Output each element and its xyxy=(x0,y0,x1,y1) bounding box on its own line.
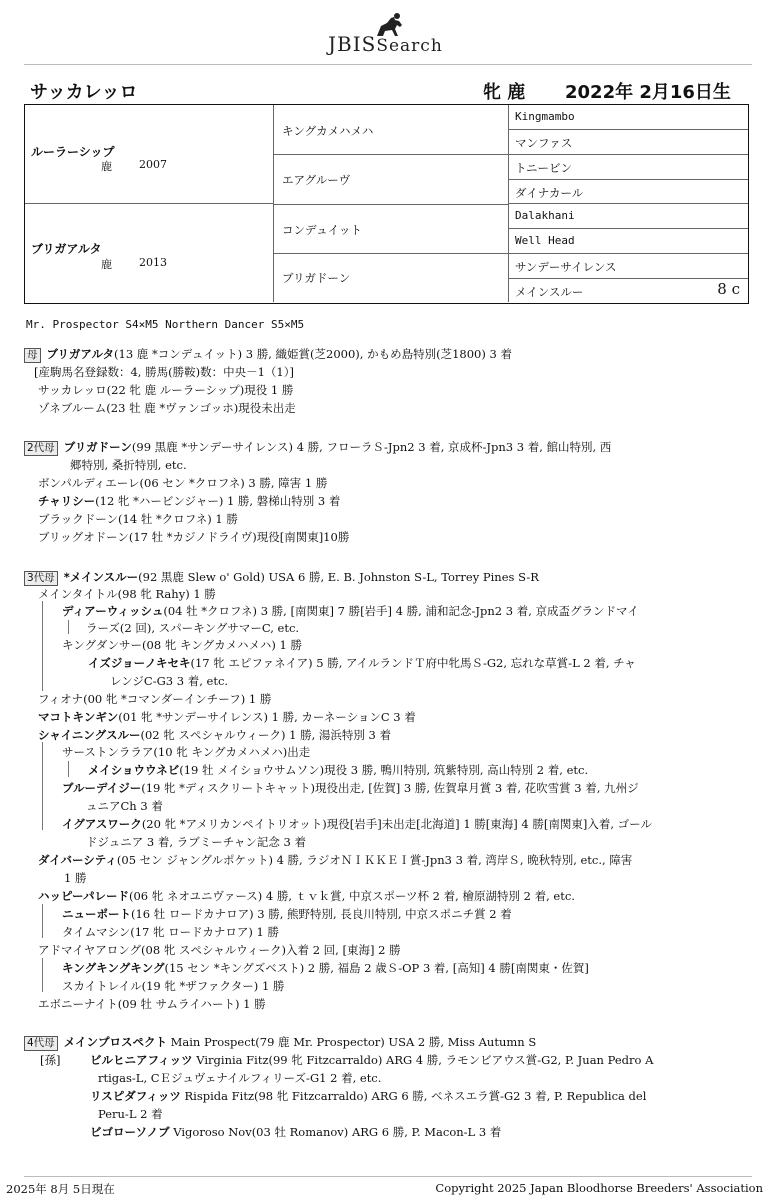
pedigree-sire-cell xyxy=(25,105,273,204)
pedigree-g3-cell xyxy=(508,254,748,279)
lineage-connector xyxy=(68,761,69,777)
lineage-connector xyxy=(42,958,43,992)
as-of-date: 2025年 8月 5日現在 xyxy=(6,1182,115,1196)
pedigree-g3-cell xyxy=(508,204,748,229)
pedigree-g2-cell xyxy=(273,155,508,204)
produce-name-bold[interactable]: ハッピーパレード xyxy=(38,889,129,903)
fourth-dam-name[interactable]: メインプロスペクト xyxy=(63,1035,167,1049)
grandchildren-label: [孫] xyxy=(40,1053,61,1067)
pedigree-dam-cell xyxy=(25,204,273,302)
jbis-search-logo[interactable] xyxy=(0,6,775,58)
dam-name-bold[interactable]: ブリガアルタ xyxy=(46,347,115,361)
produce-line[interactable]: スカイトレイル(19 牝 *ザファクター) 1 勝 xyxy=(62,979,285,993)
pedigree-g3-cell xyxy=(508,105,748,130)
produce-record: (20 牝 *アメリカンペイトリオット)現役[岩手]未出走[北海道] 1 勝[東海] 4 勝[南関東]入着, ゴール xyxy=(141,817,652,831)
g3-name[interactable]: メインスルー xyxy=(515,285,584,299)
second-dam-record: (99 黒鹿 *サンデーサイレンス) 4 勝, フローラＳ-Jpn2 3 着, 京成杯-Jpn3 3 着, 館山特別, 西 xyxy=(131,440,612,454)
sire-color: 鹿 xyxy=(101,160,112,173)
produce-record: (15 セン *キングズベスト) 2 勝, 福島 2 歳Ｓ-OP 3 着, [高知] 4 勝[南関東・佐賀] xyxy=(164,961,589,975)
lineage-connector xyxy=(42,742,43,830)
second-dam-record-cont: 郷特別, 桑折特別, etc. xyxy=(70,458,187,472)
g3-name[interactable]: マンファス xyxy=(515,136,573,150)
pedigree-g3-cell xyxy=(508,180,748,204)
logo-text-search: Search xyxy=(376,36,443,56)
footer-divider xyxy=(24,1176,752,1177)
dam-sire-name[interactable]: コンデュイット xyxy=(282,223,362,237)
dam-year: 2013 xyxy=(139,256,167,269)
produce-record: (04 牡 *クロフネ) 3 勝, [南関東] 7 勝[岩手] 4 勝, 浦和記念-Jpn2 3 着, 京成盃グランドマイ xyxy=(163,604,639,618)
produce-record: (16 牡 ロードカナロア) 3 勝, 熊野特別, 長良川特別, 中京スポニチ賞 2 着 xyxy=(131,907,512,921)
produce-name-bold[interactable]: イグアスワーク xyxy=(62,817,142,831)
sire-sire-name[interactable]: キングカメハメハ xyxy=(282,124,374,138)
produce-record: (17 牝 エピファネイア) 5 勝, アイルランドＴ府中牝馬Ｓ-G2, 忘れな草賞-L 2 着, チャ xyxy=(190,656,636,670)
dam-section xyxy=(24,345,749,420)
produce-line[interactable]: キングダンサー(08 牝 キングカメハメハ) 1 勝 xyxy=(62,638,303,652)
produce-line[interactable]: ゾネブルーム(23 牡 鹿 *ヴァンゴッホ)現役未出走 xyxy=(38,401,296,415)
produce-record: (19 牡 メイショウサムソン)現役 3 勝, 鴨川特別, 筑紫特別, 高山特別 2 着, etc. xyxy=(179,763,589,777)
g3-name[interactable]: Kingmambo xyxy=(515,110,575,123)
produce-line[interactable]: エボニーナイト(09 牡 サムライハート) 1 勝 xyxy=(38,997,266,1011)
pedigree-g3-cell xyxy=(508,279,748,302)
g3-name[interactable]: サンデーサイレンス xyxy=(515,260,617,274)
inbreeding-note: Mr. Prospector S4×M5 Northern Dancer S5×M5 xyxy=(26,318,305,331)
produce-record-cont: rtigas-L, CＥジュヴェナイルフィリーズ-G1 2 着, etc. xyxy=(98,1071,382,1085)
produce-line[interactable]: ブラックドーン(14 牡 *クロフネ) 1 勝 xyxy=(38,512,238,526)
produce-name-bold[interactable]: チャリシー xyxy=(38,494,96,508)
produce-record: Rispida Fitz(98 牝 Fitzcarraldo) ARG 6 勝, ベネスエラ賞-G2 3 着, P. Republica del xyxy=(184,1089,647,1103)
produce-record: Vigoroso Nov(03 牡 Romanov) ARG 6 勝, P. Macon-L 3 着 xyxy=(173,1125,502,1139)
produce-name-bold[interactable]: ディアーウィッシュ xyxy=(62,604,164,618)
produce-name-bold[interactable]: ニューポート xyxy=(62,907,131,921)
produce-line[interactable]: ボンパルディエーレ(06 セン *クロフネ) 3 勝, 障害 1 勝 xyxy=(38,476,328,490)
sire-dam-name[interactable]: エアグルーヴ xyxy=(282,173,351,187)
horse-birth-date: 2022年 2月16日生 xyxy=(565,82,731,103)
produce-record-cont: ュニアCh 3 着 xyxy=(86,799,163,813)
produce-line[interactable]: フィオナ(00 牝 *コマンダーインチーフ) 1 勝 xyxy=(38,692,272,706)
produce-record: (05 セン ジャングルポケット) 4 勝, ラジオＮＩＫＫＥＩ賞-Jpn3 3 着, 湾岸Ｓ, 晩秋特別, etc., 障害 xyxy=(116,853,633,867)
produce-name-bold[interactable]: シャイニングスルー xyxy=(38,728,141,742)
produce-record-cont: レンジC-G3 3 着, etc. xyxy=(110,674,229,688)
second-dam-section xyxy=(24,438,749,548)
produce-name-bold[interactable]: リスピダフィッツ xyxy=(90,1089,181,1103)
produce-record: (06 牝 ネオユニヴァース) 4 勝, ｔｖｋ賞, 中京スポーツ杯 2 着, 檜原湖特別 2 着, etc. xyxy=(128,889,575,903)
third-dam-name[interactable]: *メインスルー xyxy=(63,570,139,584)
fourth-dam-section xyxy=(24,1033,749,1143)
produce-line[interactable]: ブリッグオドーン(17 牡 *カジノドライヴ)現役[南関東]10勝 xyxy=(38,530,350,544)
g3-name[interactable]: トニービン xyxy=(515,161,573,175)
horse-sex-color: 牝 鹿 xyxy=(483,82,526,103)
produce-line[interactable]: タイムマシン(17 牝 ロードカナロア) 1 勝 xyxy=(62,925,279,939)
produce-name-bold[interactable]: キングキングキング xyxy=(62,961,165,975)
produce-name-bold[interactable]: ビゴローソノブ xyxy=(90,1125,170,1139)
fourth-dam-record: Main Prospect(79 鹿 Mr. Prospector) USA 2 勝, Miss Autumn S xyxy=(170,1035,537,1049)
logo-text: JBIS xyxy=(328,32,377,56)
section-tag: 母 xyxy=(24,348,41,363)
horse-name: サッカレッロ xyxy=(30,82,138,103)
third-dam-section xyxy=(24,568,749,1013)
pedigree-g2-cell xyxy=(273,254,508,302)
produce-name-bold[interactable]: イズジョーノキセキ xyxy=(88,656,191,670)
produce-line[interactable]: アドマイヤアロング(08 牝 スペシャルウィーク)入着 2 回, [東海] 2 勝 xyxy=(38,943,401,957)
family-number: 8 c xyxy=(717,280,740,298)
section-tag: 4代母 xyxy=(24,1036,58,1051)
produce-record-cont: ドジュニア 3 着, ラブミーチャン記念 3 着 xyxy=(86,835,306,849)
dam-color: 鹿 xyxy=(101,258,112,271)
pedigree-g3-cell xyxy=(508,130,748,155)
g3-name[interactable]: Well Head xyxy=(515,234,575,247)
sire-year: 2007 xyxy=(139,158,167,171)
produce-name-bold[interactable]: ビルヒニアフィッツ xyxy=(90,1053,193,1067)
dam-record: (13 鹿 *コンデュイット) 3 勝, 織姫賞(芝2000), かもめ島特別(芝1800) 3 着 xyxy=(114,347,512,361)
produce-record: (01 牝 *サンデーサイレンス) 1 勝, カーネーションC 3 着 xyxy=(118,710,416,724)
produce-record-cont: ラーズ(2 回), スパーキングサマーC, etc. xyxy=(86,621,300,635)
pedigree-table xyxy=(24,104,749,304)
lineage-connector xyxy=(42,601,43,691)
produce-record: (12 牝 *ハービンジャー) 1 勝, 磐梯山特別 3 着 xyxy=(95,494,341,508)
produce-line[interactable]: サーストンララア(10 牝 キングカメハメハ)出走 xyxy=(62,745,311,759)
pedigree-g2-cell xyxy=(273,105,508,155)
copyright: Copyright 2025 Japan Bloodhorse Breeders' Association xyxy=(435,1181,763,1195)
pedigree-g3-cell xyxy=(508,155,748,180)
produce-name-bold[interactable]: メイショウウネビ xyxy=(88,763,180,777)
produce-record-cont: Peru-L 2 着 xyxy=(98,1107,163,1121)
horse-title-row xyxy=(30,78,750,102)
section-tag: 2代母 xyxy=(24,441,58,456)
second-dam-name[interactable]: ブリガドーン xyxy=(63,440,132,454)
third-dam-record: (92 黒鹿 Slew o' Gold) USA 6 勝, E. B. Johnston S-L, Torrey Pines S-R xyxy=(138,570,539,584)
produce-record: Virginia Fitz(99 牝 Fitzcarraldo) ARG 4 勝, ラモンビアウス賞-G2, P. Juan Pedro A xyxy=(196,1053,654,1067)
produce-record: (19 牝 *ディスクリートキャット)現役出走, [佐賀] 3 勝, 佐賀皐月賞 3 着, 花吹雪賞 3 着, 九州ジ xyxy=(141,781,639,795)
produce-record-cont: 1 勝 xyxy=(64,871,87,885)
produce-line[interactable]: サッカレッロ(22 牝 鹿 ルーラーシップ)現役 1 勝 xyxy=(38,383,294,397)
dam-dam-name[interactable]: ブリガドーン xyxy=(282,271,351,285)
produce-name-bold[interactable]: ブルーデイジー xyxy=(62,781,142,795)
pedigree-g3-cell xyxy=(508,229,748,254)
lineage-connector xyxy=(42,904,43,938)
section-tag: 3代母 xyxy=(24,571,58,586)
produce-name-bold[interactable]: ダイバーシティ xyxy=(38,853,117,867)
header-divider xyxy=(24,64,752,65)
produce-name-bold[interactable]: マコトキンギン xyxy=(38,710,119,724)
g3-name[interactable]: Dalakhani xyxy=(515,209,575,222)
produce-line[interactable]: メインタイトル(98 牝 Rahy) 1 勝 xyxy=(38,587,216,601)
pedigree-g2-cell xyxy=(273,204,508,254)
produce-record: (02 牝 スペシャルウィーク) 1 勝, 湯浜特別 3 着 xyxy=(140,728,392,742)
sire-name[interactable]: ルーラーシップ xyxy=(31,145,115,159)
g3-name[interactable]: ダイナカール xyxy=(515,186,584,200)
dam-name[interactable]: ブリガアルタ xyxy=(31,242,102,256)
lineage-connector xyxy=(68,620,69,634)
dam-produce-summary: [産駒馬名登録数：4, 勝馬(勝鞍)数：中央－1（1）] xyxy=(34,365,294,379)
